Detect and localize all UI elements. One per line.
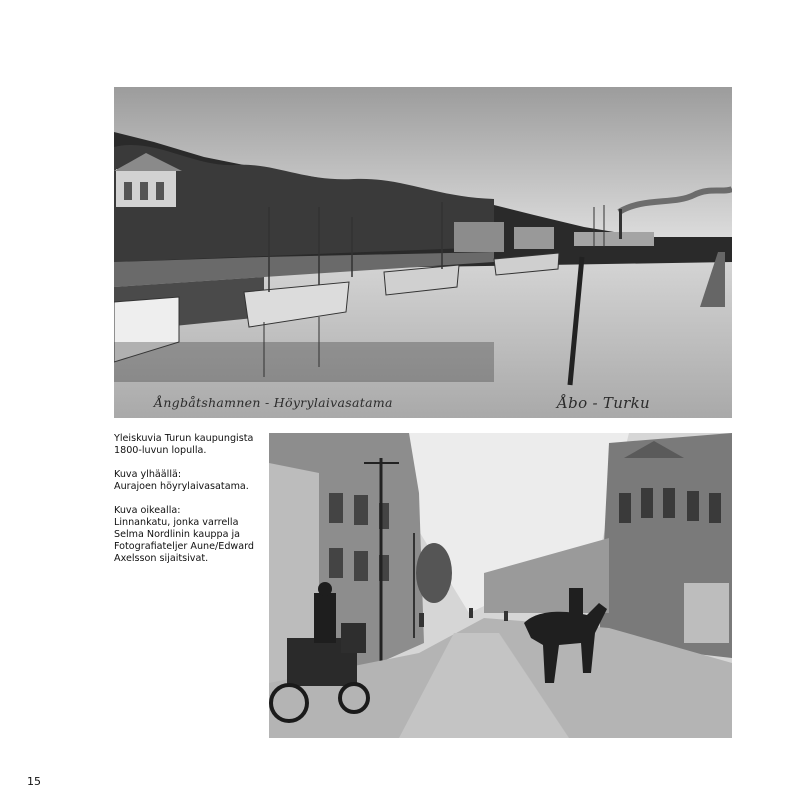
sidebar-text-block: [114, 433, 264, 577]
street-photo: [269, 433, 732, 738]
top-label-line: Aurajoen höyrylaivasatama.: [114, 481, 249, 492]
postcard-caption-right: Åbo - Turku: [557, 394, 650, 412]
right-label-line: Kuva oikealla:: [114, 505, 181, 516]
street-photo-image: [269, 433, 732, 738]
right-label-line: Fotografiateljer Aune/Edward: [114, 541, 255, 552]
intro-paragraph: [114, 433, 264, 457]
right-photo-label: [114, 505, 264, 565]
right-label-line: Axelsson sijaitsivat.: [114, 553, 209, 564]
postcard-caption-left: Ångbåtshamnen - Höyrylaivasatama: [154, 395, 393, 410]
right-label-line: Linnankatu, jonka varrella: [114, 517, 239, 528]
harbour-photo: [114, 87, 732, 418]
top-label-line: Kuva ylhäällä:: [114, 469, 182, 480]
page-number: 15: [27, 775, 41, 788]
harbour-photo-image: [114, 87, 732, 418]
intro-line: Yleiskuvia Turun kaupungista: [114, 433, 254, 444]
top-photo-label: [114, 469, 264, 493]
right-label-line: Selma Nordlinin kauppa ja: [114, 529, 241, 540]
intro-line: 1800-luvun lopulla.: [114, 445, 207, 456]
